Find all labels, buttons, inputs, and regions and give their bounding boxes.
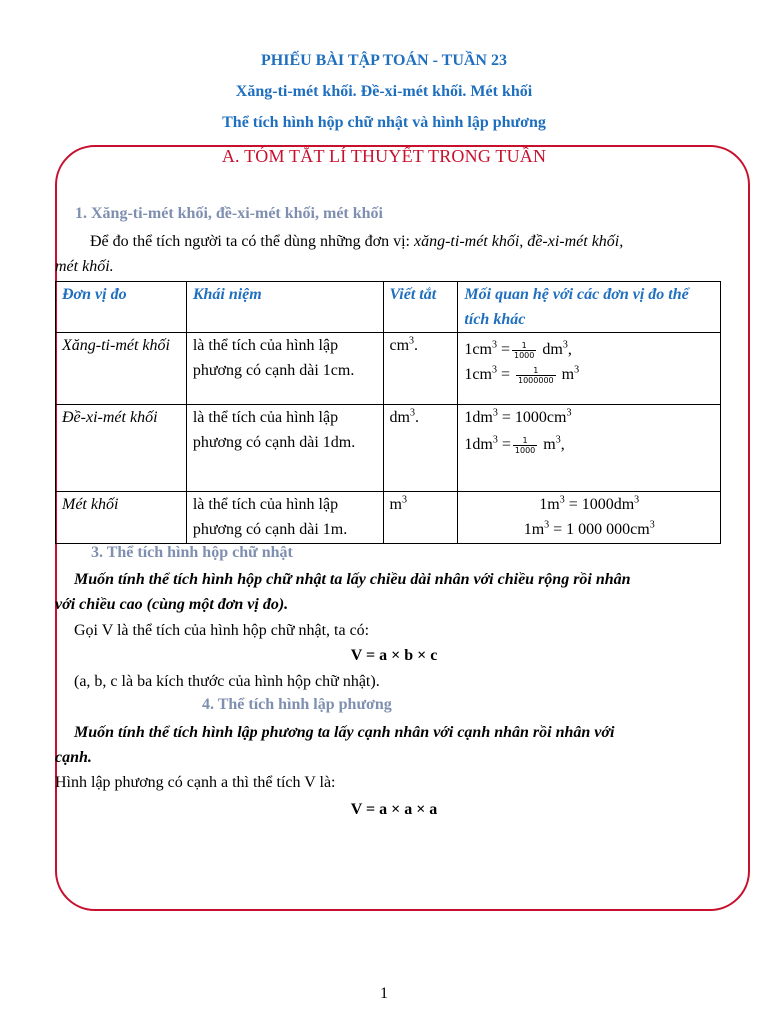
relation-lhs: 1cm	[464, 366, 492, 383]
relation-lhs: 1cm	[464, 341, 492, 358]
part3-note: (a, b, c là ba kích thước của hình hộp chữ nhật).	[74, 673, 380, 690]
concept-cell: là thể tích của hình lập phương có cạnh dài 1cm.	[186, 333, 383, 405]
relation-rhs-unit: m	[561, 366, 575, 383]
concept-cell: là thể tích của hình lập phương có cạnh dài 1dm.	[186, 405, 383, 492]
cube-volume-formula: V = a × a × a	[350, 801, 438, 818]
worksheet-subtitle: Xăng-ti-mét khối. Đề-xi-mét khối. Mét khối	[235, 83, 533, 100]
part3-rule-line2: với chiều cao (cùng một đơn vị đo).	[55, 596, 289, 613]
part1-intro-cont: mét khối.	[55, 258, 114, 275]
part3-heading: 3. Thể tích hình hộp chữ nhật	[91, 544, 293, 561]
worksheet-topic: Thể tích hình hộp chữ nhật và hình lập phương	[222, 114, 546, 131]
relation-rhs-unit: dm	[542, 341, 563, 358]
part3-rule-line1: Muốn tính thể tích hình hộp chữ nhật ta lấy chiều dài nhân với chiều rộng rồi nhân	[74, 571, 631, 588]
relation-line: $1m^3 = 1$ 000 $000cm^3$	[523, 519, 655, 538]
abbr-exponent: 3	[401, 494, 407, 506]
fraction-denominator: 1000000	[518, 375, 554, 385]
relation-rhs: = 1000cm	[497, 409, 567, 426]
relation-line: $1dm^3$ = $\frac{1}{1000}$ $m^3$,	[464, 434, 565, 455]
relation-cell	[458, 333, 721, 405]
part4-rule-line1: Muốn tính thể tích hình lập phương ta lấy cạnh nhân với cạnh nhân rồi nhân với	[74, 724, 615, 741]
abbr-tail: .	[414, 337, 419, 354]
relation-rhs: = 1 000 000cm	[549, 521, 650, 538]
abbr-cell	[383, 492, 458, 544]
part4-rule-line2: cạnh.	[55, 749, 92, 766]
abbr-text: dm	[389, 409, 410, 426]
fraction-numerator: 1	[512, 341, 536, 351]
relation-rhs-unit: m	[543, 436, 556, 453]
fraction	[512, 341, 536, 360]
fraction-denominator: 1000	[514, 445, 536, 455]
relation-lhs: 1dm	[464, 436, 493, 453]
box-volume-formula: V = a × b × c	[350, 647, 438, 664]
section-a-title: A. TÓM TẮT LÍ THUYẾT TRONG TUẦN	[221, 146, 547, 166]
table-header-row	[56, 282, 721, 333]
relation-cell	[458, 492, 721, 544]
relation-lhs: 1m	[523, 521, 545, 538]
unit-cell: Mét khối	[56, 492, 187, 544]
part1-heading: 1. Xăng-ti-mét khối, đề-xi-mét khối, mét khối	[75, 205, 383, 222]
table-header: Khái niệm	[186, 282, 383, 333]
table-row	[56, 492, 721, 544]
relation-line: $1dm^3 = 1000cm^3$	[464, 407, 572, 426]
relation-rhs: = 1000dm	[564, 496, 635, 513]
table-header: Đơn vị đo	[56, 282, 187, 333]
abbr-text: m	[389, 496, 402, 513]
abbr-cell	[383, 405, 458, 492]
table-row	[56, 333, 721, 405]
unit-cell: Xăng-ti-mét khối	[56, 333, 187, 405]
part1-intro-plain: Để đo thể tích người ta có thể dùng những đơn vị:	[90, 233, 414, 250]
relation-lhs: 1m	[539, 496, 560, 513]
abbr-tail: .	[414, 409, 419, 426]
table-header: Mối quan hệ với các đơn vị đo thể tích khác	[458, 282, 721, 333]
relation-lhs: 1dm	[464, 409, 493, 426]
part1-intro	[90, 229, 720, 254]
fraction	[513, 436, 537, 455]
relation-cell	[458, 405, 721, 492]
table-row	[56, 405, 721, 492]
part4-heading: 4. Thể tích hình lập phương	[202, 696, 392, 713]
relation-line: $1cm^3$ = $\frac{1}{1000000}$ $m^3$	[464, 364, 580, 385]
relation-line: $1cm^3$ = $\frac{1}{1000}$ $dm^3$,	[464, 339, 572, 360]
part1-intro-units: xăng-ti-mét khối, đề-xi-mét khối,	[414, 233, 624, 250]
worksheet-title: PHIẾU BÀI TẬP TOÁN - TUẦN 23	[261, 52, 507, 69]
concept-cell: là thể tích của hình lập phương có cạnh dài 1m.	[186, 492, 383, 544]
abbr-exponent: 3	[409, 335, 415, 347]
part3-call: Gọi V là thể tích của hình hộp chữ nhật, ta có:	[74, 622, 370, 639]
fraction-denominator: 1000	[514, 350, 535, 360]
table-header: Viết tắt	[383, 282, 458, 333]
page-number: 1	[380, 985, 388, 1002]
unit-cell: Đề-xi-mét khối	[56, 405, 187, 492]
units-table	[55, 281, 721, 544]
relation-line: $1m^3 = 1000dm^3$	[539, 494, 640, 513]
fraction-numerator: 1	[513, 436, 537, 446]
abbr-exponent: 3	[409, 407, 415, 419]
fraction-numerator: 1	[516, 366, 556, 376]
part4-call: Hình lập phương có cạnh a thì thể tích V là:	[55, 774, 336, 791]
fraction	[516, 366, 556, 385]
abbr-cell	[383, 333, 458, 405]
abbr-text: cm	[389, 337, 410, 354]
